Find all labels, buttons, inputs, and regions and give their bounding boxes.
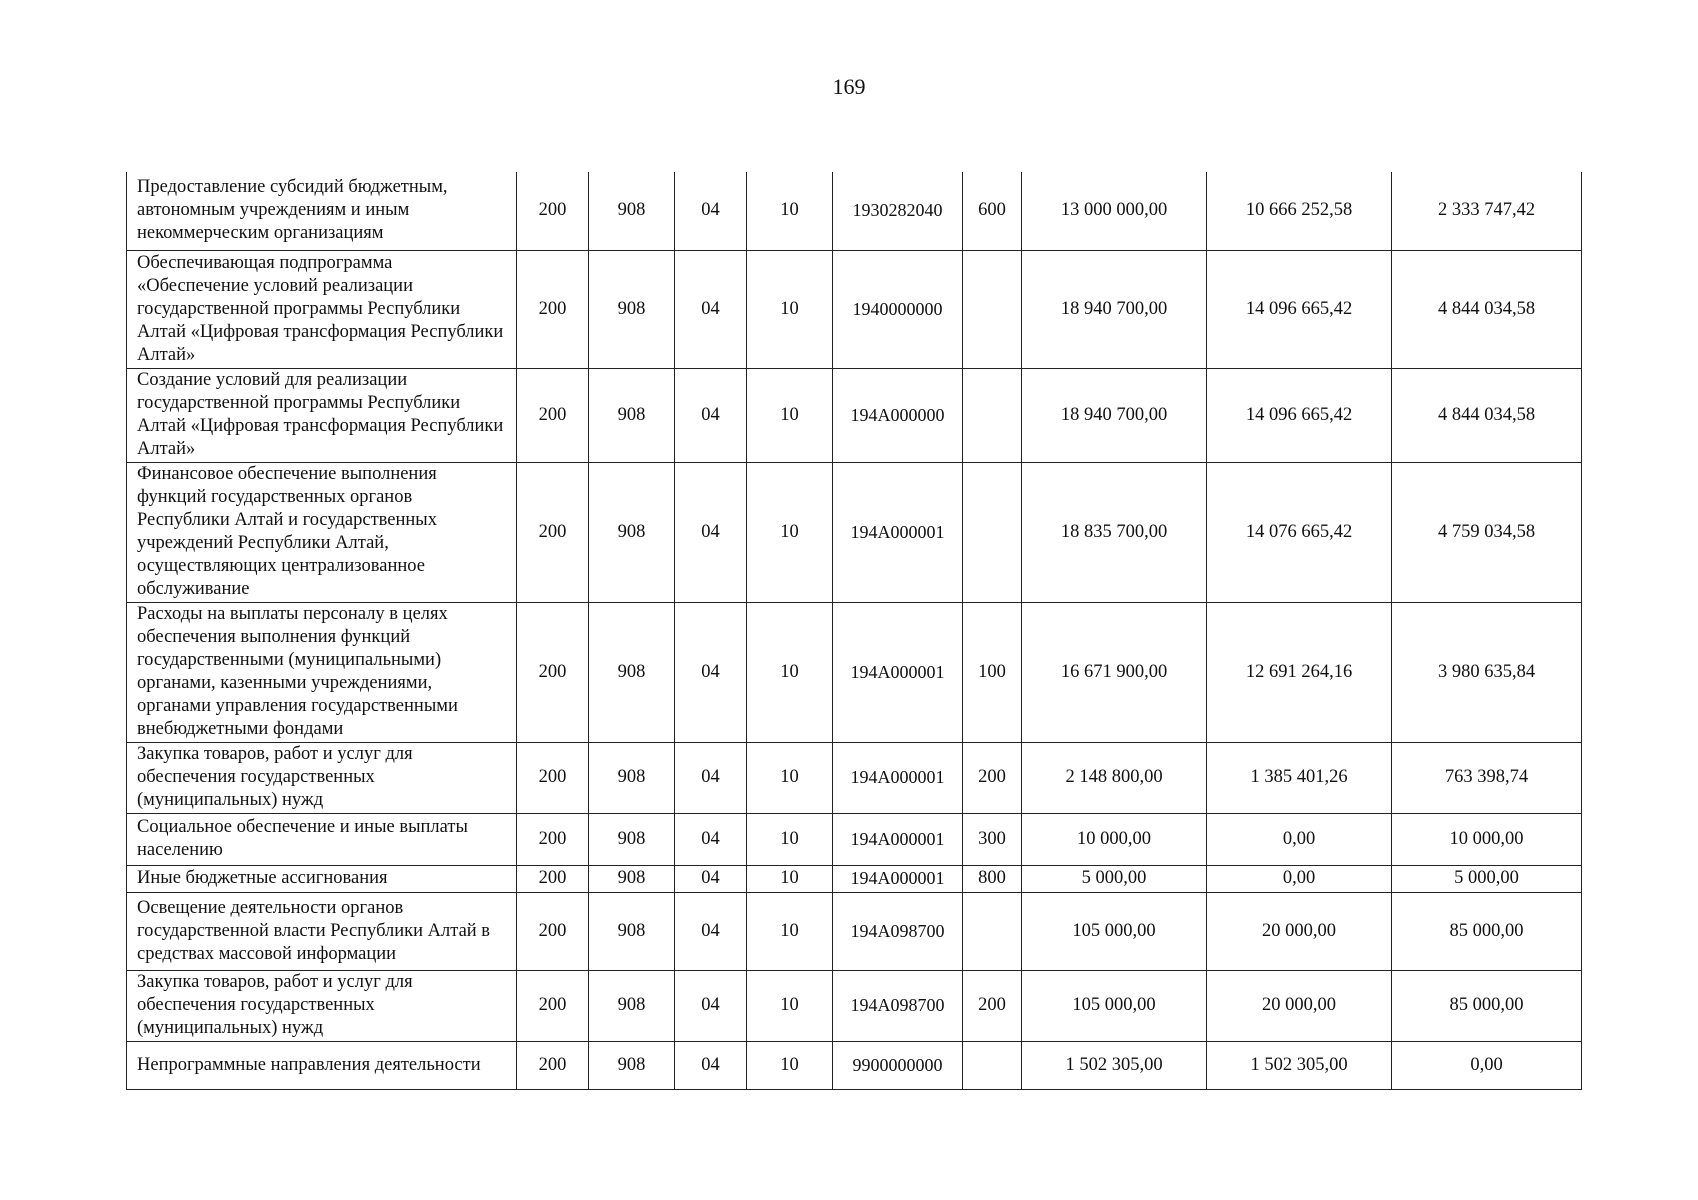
expense-type-cell bbox=[963, 892, 1022, 970]
ministry-code-cell: 908 bbox=[589, 172, 675, 250]
admin-code-cell: 200 bbox=[517, 172, 589, 250]
table-row bbox=[127, 602, 1582, 742]
section-code-cell: 04 bbox=[675, 892, 747, 970]
ministry-code-cell: 908 bbox=[589, 865, 675, 892]
target-article-cell: 1940000000 bbox=[833, 250, 963, 368]
subsection-code-cell: 10 bbox=[747, 1041, 833, 1089]
executed-amount-cell: 14 096 665,42 bbox=[1207, 250, 1392, 368]
row-name-cell: Обеспечивающая подпрограмма «Обеспечение условий реализации государственной программы Республики Алтай «Цифровая трансформация Республики Алтай» bbox=[127, 250, 517, 368]
expense-type-cell: 600 bbox=[963, 172, 1022, 250]
ministry-code-cell: 908 bbox=[589, 742, 675, 813]
approved-amount-cell: 13 000 000,00 bbox=[1022, 172, 1207, 250]
expense-type-cell bbox=[963, 462, 1022, 602]
table-row bbox=[127, 892, 1582, 970]
section-code-cell: 04 bbox=[675, 172, 747, 250]
remaining-amount-cell: 2 333 747,42 bbox=[1392, 172, 1582, 250]
subsection-code-cell: 10 bbox=[747, 462, 833, 602]
row-name-cell: Социальное обеспечение и иные выплаты населению bbox=[127, 813, 517, 865]
remaining-amount-cell: 85 000,00 bbox=[1392, 892, 1582, 970]
section-code-cell: 04 bbox=[675, 813, 747, 865]
subsection-code-cell: 10 bbox=[747, 813, 833, 865]
executed-amount-cell: 10 666 252,58 bbox=[1207, 172, 1392, 250]
section-code-cell: 04 bbox=[675, 1041, 747, 1089]
executed-amount-cell: 14 076 665,42 bbox=[1207, 462, 1392, 602]
subsection-code-cell: 10 bbox=[747, 892, 833, 970]
table-row bbox=[127, 250, 1582, 368]
ministry-code-cell: 908 bbox=[589, 250, 675, 368]
ministry-code-cell: 908 bbox=[589, 602, 675, 742]
row-name-cell: Предоставление субсидий бюджетным, автономным учреждениям и иным некоммерческим организациям bbox=[127, 172, 517, 250]
section-code-cell: 04 bbox=[675, 462, 747, 602]
approved-amount-cell: 1 502 305,00 bbox=[1022, 1041, 1207, 1089]
admin-code-cell: 200 bbox=[517, 368, 589, 462]
admin-code-cell: 200 bbox=[517, 462, 589, 602]
ministry-code-cell: 908 bbox=[589, 368, 675, 462]
executed-amount-cell: 20 000,00 bbox=[1207, 970, 1392, 1041]
row-name-cell: Закупка товаров, работ и услуг для обеспечения государственных (муниципальных) нужд bbox=[127, 742, 517, 813]
approved-amount-cell: 105 000,00 bbox=[1022, 892, 1207, 970]
subsection-code-cell: 10 bbox=[747, 602, 833, 742]
admin-code-cell: 200 bbox=[517, 742, 589, 813]
approved-amount-cell: 18 835 700,00 bbox=[1022, 462, 1207, 602]
target-article-cell: 9900000000 bbox=[833, 1041, 963, 1089]
expense-type-cell: 300 bbox=[963, 813, 1022, 865]
row-name-cell: Расходы на выплаты персоналу в целях обеспечения выполнения функций государственными (муниципальными) органами, казенными учреждениями, органами управления государственными внебюджетными фондами bbox=[127, 602, 517, 742]
target-article-cell: 194А000001 bbox=[833, 865, 963, 892]
target-article-cell: 194А000001 bbox=[833, 462, 963, 602]
expense-type-cell bbox=[963, 368, 1022, 462]
executed-amount-cell: 0,00 bbox=[1207, 865, 1392, 892]
remaining-amount-cell: 3 980 635,84 bbox=[1392, 602, 1582, 742]
approved-amount-cell: 5 000,00 bbox=[1022, 865, 1207, 892]
subsection-code-cell: 10 bbox=[747, 970, 833, 1041]
section-code-cell: 04 bbox=[675, 368, 747, 462]
remaining-amount-cell: 763 398,74 bbox=[1392, 742, 1582, 813]
target-article-cell: 194А000001 bbox=[833, 742, 963, 813]
row-name-cell: Создание условий для реализации государственной программы Республики Алтай «Цифровая трансформация Республики Алтай» bbox=[127, 368, 517, 462]
ministry-code-cell: 908 bbox=[589, 970, 675, 1041]
section-code-cell: 04 bbox=[675, 970, 747, 1041]
section-code-cell: 04 bbox=[675, 742, 747, 813]
table-row bbox=[127, 462, 1582, 602]
expense-type-cell: 200 bbox=[963, 742, 1022, 813]
table-row bbox=[127, 172, 1582, 250]
section-code-cell: 04 bbox=[675, 602, 747, 742]
row-name-cell: Закупка товаров, работ и услуг для обеспечения государственных (муниципальных) нужд bbox=[127, 970, 517, 1041]
expense-type-cell bbox=[963, 1041, 1022, 1089]
subsection-code-cell: 10 bbox=[747, 368, 833, 462]
table-row bbox=[127, 970, 1582, 1041]
ministry-code-cell: 908 bbox=[589, 813, 675, 865]
budget-table bbox=[126, 172, 1582, 1090]
subsection-code-cell: 10 bbox=[747, 250, 833, 368]
section-code-cell: 04 bbox=[675, 250, 747, 368]
executed-amount-cell: 14 096 665,42 bbox=[1207, 368, 1392, 462]
row-name-cell: Финансовое обеспечение выполнения функций государственных органов Республики Алтай и государственных учреждений Республики Алтай, осуществляющих централизованное обслуживание bbox=[127, 462, 517, 602]
table-row bbox=[127, 865, 1582, 892]
executed-amount-cell: 20 000,00 bbox=[1207, 892, 1392, 970]
ministry-code-cell: 908 bbox=[589, 462, 675, 602]
page-number: 169 bbox=[832, 74, 866, 99]
remaining-amount-cell: 85 000,00 bbox=[1392, 970, 1582, 1041]
admin-code-cell: 200 bbox=[517, 865, 589, 892]
subsection-code-cell: 10 bbox=[747, 172, 833, 250]
target-article-cell: 194А098700 bbox=[833, 892, 963, 970]
row-name-cell: Непрограммные направления деятельности bbox=[127, 1041, 517, 1089]
remaining-amount-cell: 10 000,00 bbox=[1392, 813, 1582, 865]
table-row bbox=[127, 1041, 1582, 1089]
executed-amount-cell: 1 502 305,00 bbox=[1207, 1041, 1392, 1089]
executed-amount-cell: 0,00 bbox=[1207, 813, 1392, 865]
target-article-cell: 194А000000 bbox=[833, 368, 963, 462]
ministry-code-cell: 908 bbox=[589, 892, 675, 970]
target-article-cell: 194А000001 bbox=[833, 813, 963, 865]
target-article-cell: 1930282040 bbox=[833, 172, 963, 250]
executed-amount-cell: 12 691 264,16 bbox=[1207, 602, 1392, 742]
approved-amount-cell: 18 940 700,00 bbox=[1022, 368, 1207, 462]
approved-amount-cell: 18 940 700,00 bbox=[1022, 250, 1207, 368]
approved-amount-cell: 10 000,00 bbox=[1022, 813, 1207, 865]
admin-code-cell: 200 bbox=[517, 813, 589, 865]
expense-type-cell: 200 bbox=[963, 970, 1022, 1041]
admin-code-cell: 200 bbox=[517, 892, 589, 970]
row-name-cell: Освещение деятельности органов государственной власти Республики Алтай в средствах массовой информации bbox=[127, 892, 517, 970]
admin-code-cell: 200 bbox=[517, 1041, 589, 1089]
target-article-cell: 194А098700 bbox=[833, 970, 963, 1041]
executed-amount-cell: 1 385 401,26 bbox=[1207, 742, 1392, 813]
subsection-code-cell: 10 bbox=[747, 865, 833, 892]
approved-amount-cell: 2 148 800,00 bbox=[1022, 742, 1207, 813]
expense-type-cell: 800 bbox=[963, 865, 1022, 892]
remaining-amount-cell: 4 844 034,58 bbox=[1392, 250, 1582, 368]
section-code-cell: 04 bbox=[675, 865, 747, 892]
remaining-amount-cell: 4 759 034,58 bbox=[1392, 462, 1582, 602]
admin-code-cell: 200 bbox=[517, 970, 589, 1041]
table-row bbox=[127, 368, 1582, 462]
budget-table-body bbox=[127, 172, 1582, 1089]
expense-type-cell: 100 bbox=[963, 602, 1022, 742]
approved-amount-cell: 16 671 900,00 bbox=[1022, 602, 1207, 742]
remaining-amount-cell: 4 844 034,58 bbox=[1392, 368, 1582, 462]
table-row bbox=[127, 813, 1582, 865]
approved-amount-cell: 105 000,00 bbox=[1022, 970, 1207, 1041]
subsection-code-cell: 10 bbox=[747, 742, 833, 813]
remaining-amount-cell: 0,00 bbox=[1392, 1041, 1582, 1089]
admin-code-cell: 200 bbox=[517, 602, 589, 742]
expense-type-cell bbox=[963, 250, 1022, 368]
table-row bbox=[127, 742, 1582, 813]
row-name-cell: Иные бюджетные ассигнования bbox=[127, 865, 517, 892]
remaining-amount-cell: 5 000,00 bbox=[1392, 865, 1582, 892]
target-article-cell: 194А000001 bbox=[833, 602, 963, 742]
admin-code-cell: 200 bbox=[517, 250, 589, 368]
ministry-code-cell: 908 bbox=[589, 1041, 675, 1089]
